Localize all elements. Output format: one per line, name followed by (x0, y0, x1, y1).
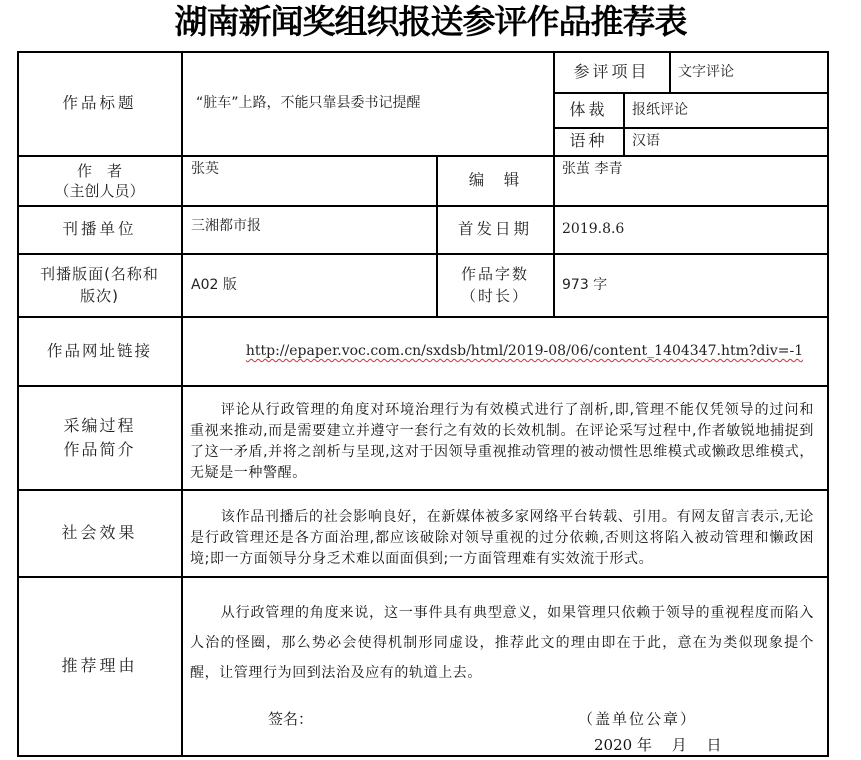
social-effect-label: 社会效果 (61, 522, 138, 542)
table-border-bottom (17, 755, 828, 757)
category-value: 文字评论 (678, 63, 734, 80)
language-label: 语种 (569, 131, 608, 151)
process-label-line2: 作品简介 (63, 439, 136, 459)
recommendation-label: 推荐理由 (61, 655, 138, 675)
publisher-label: 刊播单位 (62, 220, 137, 239)
page-label-line1: 刊播版面(名称和 (40, 265, 159, 283)
word-count-label-line1: 作品字数 (460, 265, 529, 283)
seal-label: （盖单位公章） (578, 710, 698, 728)
social-effect-value: 该作品刊播后的社会影响良好，在新媒体被多家网络平台转载、引用。有网友留言表示,无论是行政管理还是各方面治理,都应该破除对领导重视的过分依赖,否则这将陷入被动管理和懒政困境;即一方面领导分身乏术难以面面俱到;一方面管理难有实效流于形式。 (190, 509, 814, 567)
process-label-line1: 采编过程 (63, 415, 136, 435)
divider-genre-language (623, 92, 625, 155)
table-border-right (827, 51, 829, 757)
divider-category (669, 51, 671, 92)
work-title-value: “脏车”上路，不能只靠县委书记提醒 (196, 95, 421, 112)
work-title-label: 作品标题 (62, 94, 137, 113)
editor-value: 张茧 李青 (562, 161, 623, 177)
category-label: 参评项目 (573, 61, 650, 81)
divider-secondary-value (553, 155, 555, 316)
signature-label: 签名： (268, 710, 314, 728)
url-link[interactable]: http://epaper.voc.com.cn/sxdsb/html/2019-08/06/content_1404347.htm?div=-1 (245, 342, 804, 359)
date-line: 2020 年 月 日 (594, 736, 722, 754)
language-value: 汉语 (632, 133, 660, 150)
author-label (18, 156, 181, 205)
process-value: 评论从行政管理的角度对环境治理行为有效模式进行了剖析,即,管理不能仅凭领导的过问和重视来推动,而是需要建立并遵守一套行之有效的长效机制。在评论采写过程中,作者敏锐地捕捉到了这一矛盾,并将之剖析与呈现,这对于因领导重视推动管理的被动惯性思维模式或懒政思维模式，无疑是一种警醒。 (190, 402, 814, 481)
url-label: 作品网址链接 (46, 341, 152, 360)
publisher-value: 三湘都市报 (191, 217, 261, 234)
editor-label: 编 辑 (468, 171, 522, 190)
author-value: 张英 (191, 161, 219, 177)
author-label-line1: 作 者 (76, 161, 122, 180)
page-label-line2: 版次) (80, 287, 119, 305)
url-cell (182, 317, 827, 385)
first-date-value: 2019.8.6 (562, 221, 625, 238)
page-label (18, 254, 181, 316)
genre-label: 体裁 (569, 99, 608, 119)
word-count-label-line2: （时长） (460, 287, 529, 305)
author-label-line2: （主创人员） (54, 181, 145, 200)
first-date-label: 首发日期 (457, 220, 532, 239)
page-value: A02 版 (191, 276, 237, 293)
word-count-value: 973 字 (562, 276, 608, 293)
genre-value: 报纸评论 (632, 101, 688, 118)
recommendation-value: 从行政管理的角度来说，这一事件具有典型意义，如果管理只依赖于领导的重视程度而陷入人治的怪圈，那么势必会使得机制形同虚设，推荐此文的理由即在于此，意在为类似现象提个醒，让管理行为回到法治及应有的轨道上去。 (190, 605, 814, 681)
document-title: 湖南新闻奖组织报送参评作品推荐表 (174, 2, 687, 41)
divider-label-column (181, 51, 183, 757)
process-label (18, 386, 181, 489)
word-count-label (437, 254, 553, 316)
